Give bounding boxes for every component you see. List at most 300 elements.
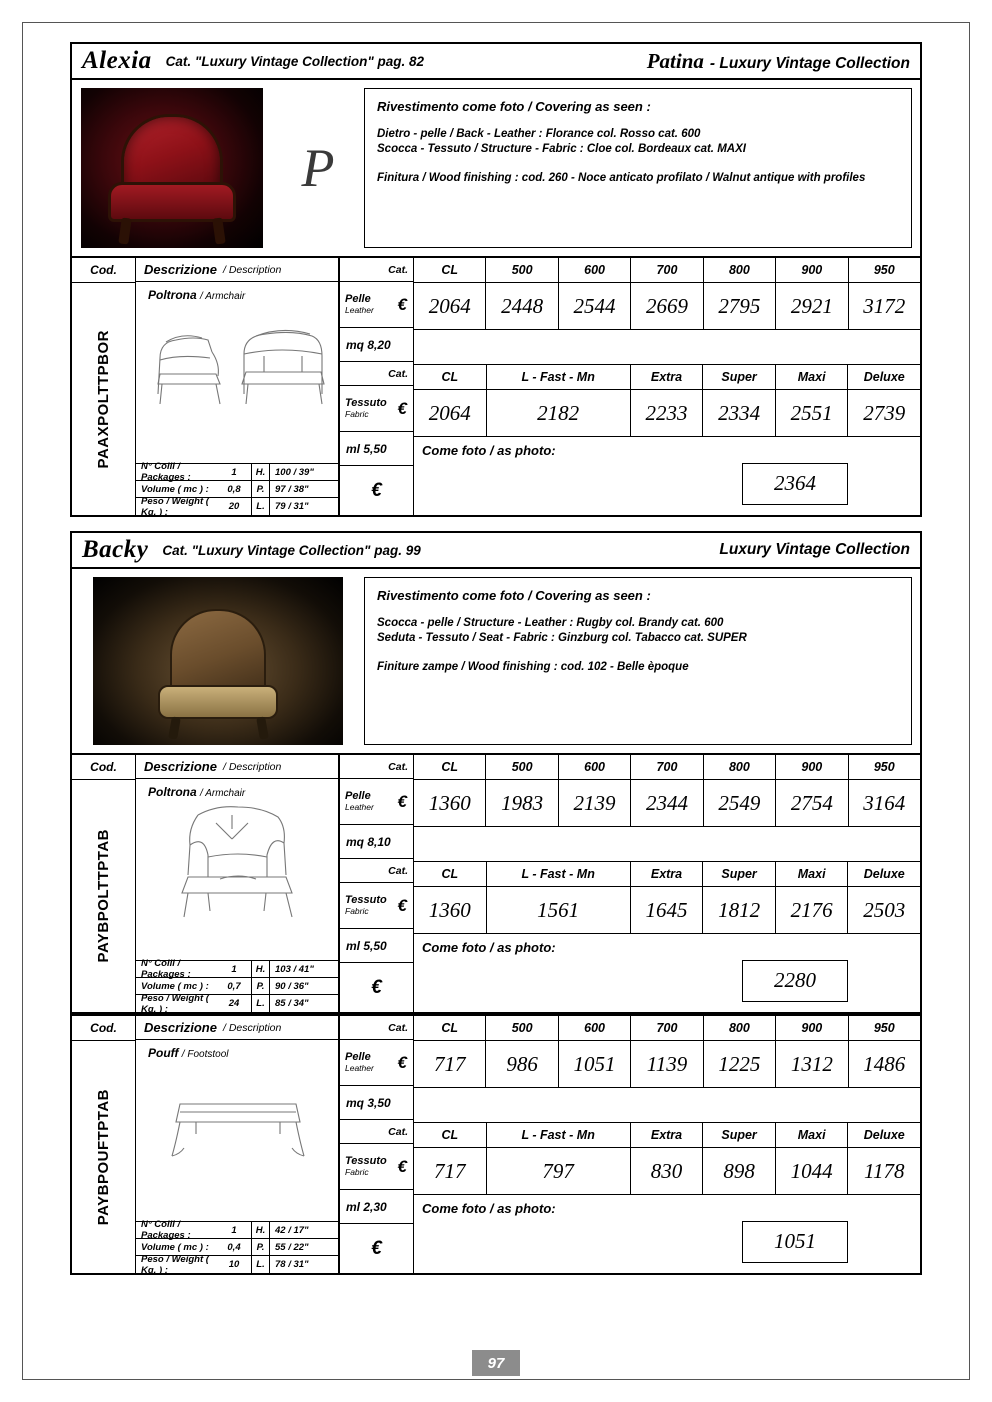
description-header-sub: / Description (222, 1021, 282, 1034)
leather-price: 1312 (776, 1041, 848, 1087)
leather-label-en: Leather (345, 1062, 374, 1073)
specs-row-depth (252, 978, 338, 995)
fabric-price: 830 (631, 1148, 704, 1194)
leather-col-header: 950 (873, 263, 895, 277)
euro-symbol-photo: € (371, 479, 382, 501)
fabric-col-header: Maxi (776, 862, 849, 886)
code-column (72, 258, 136, 515)
fabric-label-en: Fabric (345, 408, 369, 419)
leather-col-header: 500 (486, 258, 558, 282)
leather-col-header: CL (414, 258, 486, 282)
leather-price: 986 (486, 1041, 558, 1087)
specs-row-depth (252, 1239, 338, 1256)
leather-price: 1360 (414, 780, 486, 826)
as-photo-price: 1051 (742, 1221, 848, 1263)
fabric-header-row (414, 365, 920, 390)
volume-label: Volume ( mc ) : (141, 980, 209, 992)
fabric-price: 1360 (414, 887, 487, 933)
height-value: 100 / 39" (275, 466, 314, 478)
leather-col-header: 950 (873, 1021, 895, 1035)
cat-label-leather: Cat. (340, 755, 413, 779)
product-name: Alexia (82, 47, 152, 74)
specs-row-height (252, 1222, 338, 1239)
height-label: H. (252, 961, 270, 977)
fabric-label-en: Fabric (345, 905, 369, 916)
leather-material-cell (340, 779, 413, 825)
euro-symbol: € (397, 294, 407, 314)
fabric-label-it: Tessuto (345, 894, 387, 907)
cat-label-leather: Cat. (340, 258, 413, 282)
leather-col-header: 800 (704, 755, 776, 779)
fabric-col-header: Extra (631, 365, 704, 389)
fabric-col-header: CL (414, 365, 487, 389)
fabric-price: 1812 (703, 887, 776, 933)
product-code-text: PAYBPOLTTPTAB (95, 829, 112, 963)
fabric-col-header: Super (703, 365, 776, 389)
item-type-it: Pouff (148, 1046, 179, 1060)
chair-leg-right-shape (256, 716, 269, 739)
specs-right (251, 464, 338, 515)
description-header (136, 258, 338, 282)
leather-col-header: 600 (559, 1016, 631, 1040)
product-block-backy (70, 531, 922, 1275)
leather-label-it: Pelle (345, 293, 371, 306)
code-column (72, 755, 136, 1012)
weight-value: 24 (228, 998, 240, 1009)
brand-subtitle: - Luxury Vintage Collection (709, 54, 910, 72)
specs-right (251, 1222, 338, 1273)
as-photo-label: Come foto / as photo: (422, 443, 556, 458)
leather-col-header: 800 (704, 258, 776, 282)
item-type-en: / Armchair (200, 788, 246, 799)
fabric-price: 2176 (776, 887, 849, 933)
price-table (72, 1014, 920, 1276)
prices-column (340, 1016, 920, 1273)
height-label: H. (252, 464, 270, 480)
leather-header-row (414, 1016, 920, 1041)
leather-labels (345, 791, 374, 811)
fabric-col-header: CL (414, 1123, 487, 1147)
leather-price: 2549 (704, 780, 776, 826)
prices-rows (340, 258, 920, 515)
prices-column (340, 258, 920, 515)
leather-col-header: CL (414, 1016, 486, 1040)
fabric-label-it: Tessuto (345, 1155, 387, 1168)
depth-label: P. (252, 1239, 270, 1255)
fabric-header-row (414, 862, 920, 887)
leather-col-header: 700 (631, 258, 703, 282)
leather-price: 1983 (486, 780, 558, 826)
mq-value: mq 8,10 (340, 825, 413, 859)
item-type-it: Poltrona (148, 785, 197, 799)
volume-value: 0,8 (227, 483, 241, 495)
product-code (72, 1041, 135, 1273)
leather-price: 3172 (863, 293, 906, 318)
weight-label: Peso / Weight ( Kg. ) : (141, 495, 209, 518)
description-header (136, 1016, 338, 1040)
as-photo-row (414, 1195, 920, 1273)
leather-price: 2139 (559, 780, 631, 826)
fabric-price: 2503 (863, 897, 906, 922)
leather-price: 2669 (631, 283, 703, 329)
fabric-price: 1178 (864, 1158, 905, 1183)
product-header (72, 533, 920, 569)
grid-spacer (414, 1088, 920, 1123)
fabric-label-it: Tessuto (345, 397, 387, 410)
fabric-price: 898 (703, 1148, 776, 1194)
fabric-price: 2064 (414, 390, 487, 436)
brand-block (647, 49, 910, 74)
depth-label: P. (252, 481, 270, 497)
fabric-price: 2233 (631, 390, 704, 436)
leather-col-header: 700 (631, 755, 703, 779)
code-header: Cod. (72, 258, 135, 283)
fabric-price: 2551 (776, 390, 849, 436)
chair-leg-left-shape (118, 217, 132, 244)
specs-right (251, 961, 338, 1012)
fabric-price: 1561 (487, 887, 631, 933)
price-lead-column (340, 755, 414, 1012)
item-type-en: / Armchair (200, 291, 246, 302)
prices-rows (340, 755, 920, 1012)
euro-symbol: € (397, 895, 407, 915)
page-content (70, 42, 922, 1275)
specs-row-weight (136, 495, 251, 518)
fabric-material-cell (340, 1144, 413, 1190)
leather-price: 2064 (414, 283, 486, 329)
page-footer (0, 1350, 992, 1376)
price-table (72, 258, 920, 518)
leather-price: 1051 (559, 1041, 631, 1087)
covering-line: Seduta - Tessuto / Seat - Fabric : Ginzburg col. Tabacco cat. SUPER (377, 632, 747, 644)
leather-col-header: 500 (486, 755, 558, 779)
volume-label: Volume ( mc ) : (141, 1241, 209, 1253)
photo-cell (72, 80, 272, 256)
leather-label-it: Pelle (345, 1051, 371, 1064)
specs-row-packages (136, 958, 251, 980)
fabric-col-header: Maxi (776, 365, 849, 389)
leather-price: 1486 (863, 1051, 906, 1076)
covering-info-box (364, 88, 912, 248)
specs-row-weight (136, 992, 251, 1015)
technical-sketch (136, 1060, 338, 1221)
fabric-price: 2182 (487, 390, 631, 436)
fabric-labels (345, 895, 387, 915)
leather-price-row (414, 1041, 920, 1088)
product-photo (81, 88, 263, 248)
volume-value: 0,4 (227, 1241, 241, 1253)
packages-label: N° Colli / Packages : (141, 1219, 191, 1241)
ml-value: ml 5,50 (340, 929, 413, 963)
fabric-col-header: L - Fast - Mn (487, 862, 631, 886)
specs-row-width (252, 995, 338, 1012)
description-header-main: Descrizione (144, 1020, 217, 1035)
specs-row-packages (136, 461, 251, 483)
fabric-labels (345, 1156, 387, 1176)
packages-value: 1 (231, 1224, 237, 1236)
product-name: Backy (82, 536, 149, 563)
leather-label-en: Leather (345, 304, 374, 315)
prices-column (340, 755, 920, 1012)
leather-price: 2795 (704, 283, 776, 329)
height-value: 42 / 17" (275, 1224, 309, 1236)
fabric-col-header: Super (703, 862, 776, 886)
ml-value: ml 2,30 (340, 1190, 413, 1224)
leather-col-header: 950 (873, 760, 895, 774)
leather-col-header: 900 (776, 755, 848, 779)
packages-label: N° Colli / Packages : (141, 461, 191, 483)
fabric-col-header: Extra (631, 862, 704, 886)
fabric-labels (345, 398, 387, 418)
specs-block (136, 1219, 338, 1276)
description-header-main: Descrizione (144, 759, 217, 774)
leather-material-cell (340, 1040, 413, 1086)
euro-symbol: € (397, 1052, 407, 1072)
euro-symbol: € (397, 1156, 407, 1176)
leather-col-header: 900 (776, 1016, 848, 1040)
euro-symbol: € (397, 791, 407, 811)
leather-label-it: Pelle (345, 790, 371, 803)
item-type-it: Poltrona (148, 288, 197, 302)
code-header: Cod. (72, 1016, 135, 1041)
item-type (136, 779, 338, 799)
packages-value: 1 (231, 963, 237, 975)
item-type (136, 282, 338, 302)
fabric-col-header: Super (703, 1123, 776, 1147)
leather-price: 1139 (631, 1041, 703, 1087)
price-grid (414, 755, 920, 1012)
leather-col-header: 700 (631, 1016, 703, 1040)
product-catalog-reference: Cat. "Luxury Vintage Collection" pag. 82 (165, 53, 425, 69)
specs-row-depth (252, 481, 338, 498)
as-photo-row (414, 934, 920, 1012)
leather-price: 2448 (486, 283, 558, 329)
width-value: 79 / 31" (275, 501, 309, 512)
packages-label: N° Colli / Packages : (141, 958, 191, 980)
width-label: L. (252, 1256, 270, 1273)
item-type-en: / Footstool (181, 1049, 229, 1060)
chair-seat-shape (108, 182, 236, 222)
euro-symbol-photo: € (371, 976, 382, 998)
height-value: 103 / 41" (275, 963, 314, 975)
fabric-col-header: CL (414, 862, 487, 886)
cat-label-fabric: Cat. (340, 362, 413, 386)
description-column (136, 1016, 340, 1276)
specs-left (136, 461, 251, 518)
leather-price: 2921 (776, 283, 848, 329)
covering-info-box (364, 577, 912, 745)
euro-symbol-photo: € (371, 1237, 382, 1259)
brand-monogram: P (301, 138, 335, 198)
photo-cell (72, 569, 364, 753)
brand-name: Patina (646, 48, 704, 73)
leather-label-en: Leather (345, 801, 374, 812)
leather-price: 717 (414, 1041, 486, 1087)
specs-block (136, 461, 338, 518)
leather-col-header: 500 (486, 1016, 558, 1040)
product-header (72, 44, 920, 80)
leather-header-row (414, 258, 920, 283)
item-type (136, 1040, 338, 1060)
specs-row-height (252, 464, 338, 481)
depth-value: 97 / 38" (275, 483, 309, 495)
specs-row-packages (136, 1219, 251, 1241)
fabric-col-header: L - Fast - Mn (487, 365, 631, 389)
technical-sketch (136, 302, 338, 463)
page-number: 97 (472, 1350, 520, 1376)
specs-row-weight (136, 1253, 251, 1276)
fabric-price-row (414, 1148, 920, 1195)
prices-rows (340, 1016, 920, 1273)
as-photo-label: Come foto / as photo: (422, 940, 556, 955)
leather-col-header: 900 (776, 258, 848, 282)
product-block-alexia (70, 42, 922, 517)
price-grid (414, 1016, 920, 1273)
product-code (72, 780, 135, 1012)
fabric-material-cell (340, 883, 413, 929)
fabric-label-en: Fabric (345, 1166, 369, 1177)
fabric-material-cell (340, 386, 413, 432)
specs-left (136, 958, 251, 1015)
pouff-sketch-icon (136, 1060, 340, 1180)
covering-title: Rivestimento come foto / Covering as seen : (377, 588, 651, 603)
fabric-price: 2334 (703, 390, 776, 436)
fabric-col-header: Extra (631, 1123, 704, 1147)
code-column (72, 1016, 136, 1273)
specs-left (136, 1219, 251, 1276)
specs-row-width (252, 1256, 338, 1273)
fabric-col-header: Deluxe (863, 370, 905, 384)
fabric-col-header: Deluxe (863, 1128, 905, 1142)
specs-row-width (252, 498, 338, 515)
fabric-price-row (414, 390, 920, 437)
code-header: Cod. (72, 755, 135, 780)
technical-sketch (136, 799, 338, 960)
fabric-header-row (414, 1123, 920, 1148)
specs-row-height (252, 961, 338, 978)
price-grid (414, 258, 920, 515)
wingchair-sketch-icon (136, 799, 340, 927)
depth-label: P. (252, 978, 270, 994)
description-header-main: Descrizione (144, 262, 217, 277)
depth-value: 55 / 22" (275, 1241, 309, 1253)
fabric-price: 717 (414, 1148, 487, 1194)
weight-label: Peso / Weight ( Kg. ) : (141, 992, 209, 1015)
width-value: 85 / 34" (275, 998, 309, 1009)
fabric-price: 2739 (863, 400, 906, 425)
chair-seat-shape (158, 685, 278, 719)
leather-price-row (414, 780, 920, 827)
armchair-sketch-icon (136, 302, 340, 414)
fabric-col-header: Maxi (776, 1123, 849, 1147)
width-value: 78 / 31" (275, 1259, 309, 1270)
description-header (136, 755, 338, 779)
leather-price-row (414, 283, 920, 330)
description-column (136, 755, 340, 1015)
covering-line: Finitura / Wood finishing : cod. 260 - Noce anticato profilato / Walnut antique with profiles (377, 172, 866, 184)
product-catalog-reference: Cat. "Luxury Vintage Collection" pag. 99 (162, 542, 421, 558)
covering-spacer (377, 647, 899, 661)
covering-line: Scocca - Tessuto / Structure - Fabric : Cloe col. Bordeaux cat. MAXI (377, 143, 746, 155)
product-code-text: PAAXPOLTTPBOR (95, 329, 112, 469)
mq-value: mq 3,50 (340, 1086, 413, 1120)
leather-labels (345, 1052, 374, 1072)
cat-label-leather: Cat. (340, 1016, 413, 1040)
weight-value: 20 (228, 501, 240, 512)
product-photo-and-covering (72, 80, 920, 258)
weight-value: 10 (228, 1259, 240, 1270)
volume-label: Volume ( mc ) : (141, 483, 209, 495)
volume-value: 0,7 (227, 980, 241, 992)
product-code (72, 283, 135, 515)
leather-labels (345, 294, 374, 314)
leather-col-header: 800 (704, 1016, 776, 1040)
specs-block (136, 958, 338, 1015)
grid-spacer (414, 827, 920, 862)
leather-price: 3164 (863, 790, 906, 815)
leather-price: 2344 (631, 780, 703, 826)
as-photo-price-wrap (414, 1216, 920, 1273)
width-label: L. (252, 498, 270, 515)
fabric-price-row (414, 887, 920, 934)
product-code-text: PAYBPOUFTPTAB (95, 1088, 112, 1226)
as-photo-price-wrap (414, 955, 920, 1012)
as-photo-price: 2364 (742, 463, 848, 505)
as-photo-price: 2280 (742, 960, 848, 1002)
leather-header-row (414, 755, 920, 780)
description-column (136, 258, 340, 518)
leather-col-header: 600 (559, 258, 631, 282)
leather-price: 2544 (559, 283, 631, 329)
leather-col-header: CL (414, 755, 486, 779)
covering-spacer (377, 158, 899, 172)
description-header-sub: / Description (222, 263, 282, 276)
covering-line: Dietro - pelle / Back - Leather : Florance col. Rosso cat. 600 (377, 128, 701, 140)
leather-col-header: 600 (559, 755, 631, 779)
leather-price: 1225 (704, 1041, 776, 1087)
price-table (72, 755, 920, 1014)
leather-material-cell (340, 282, 413, 328)
ml-value: ml 5,50 (340, 432, 413, 466)
covering-line: Scocca - pelle / Structure - Leather : Rugby col. Brandy cat. 600 (377, 617, 724, 629)
grid-spacer (414, 330, 920, 365)
covering-line: Finiture zampe / Wood finishing : cod. 102 - Belle èpoque (377, 661, 689, 673)
fabric-price: 1044 (776, 1148, 849, 1194)
leather-price: 2754 (776, 780, 848, 826)
product-photo-and-covering (72, 569, 920, 755)
weight-label: Peso / Weight ( Kg. ) : (141, 1253, 209, 1276)
fabric-price: 1645 (631, 887, 704, 933)
brand-subtitle: Luxury Vintage Collection (719, 541, 910, 558)
fabric-col-header: L - Fast - Mn (487, 1123, 631, 1147)
brand-block (719, 541, 910, 559)
mq-value: mq 8,20 (340, 328, 413, 362)
description-header-sub: / Description (222, 760, 282, 773)
euro-symbol: € (397, 398, 407, 418)
as-photo-row (414, 437, 920, 515)
height-label: H. (252, 1222, 270, 1238)
covering-title: Rivestimento come foto / Covering as seen : (377, 99, 651, 114)
fabric-price: 797 (487, 1148, 631, 1194)
price-lead-column (340, 1016, 414, 1273)
cat-label-fabric: Cat. (340, 1120, 413, 1144)
width-label: L. (252, 995, 270, 1012)
product-photo (93, 577, 343, 745)
chair-leg-left-shape (168, 716, 181, 739)
fabric-col-header: Deluxe (863, 867, 905, 881)
packages-value: 1 (231, 466, 237, 478)
price-lead-column (340, 258, 414, 515)
